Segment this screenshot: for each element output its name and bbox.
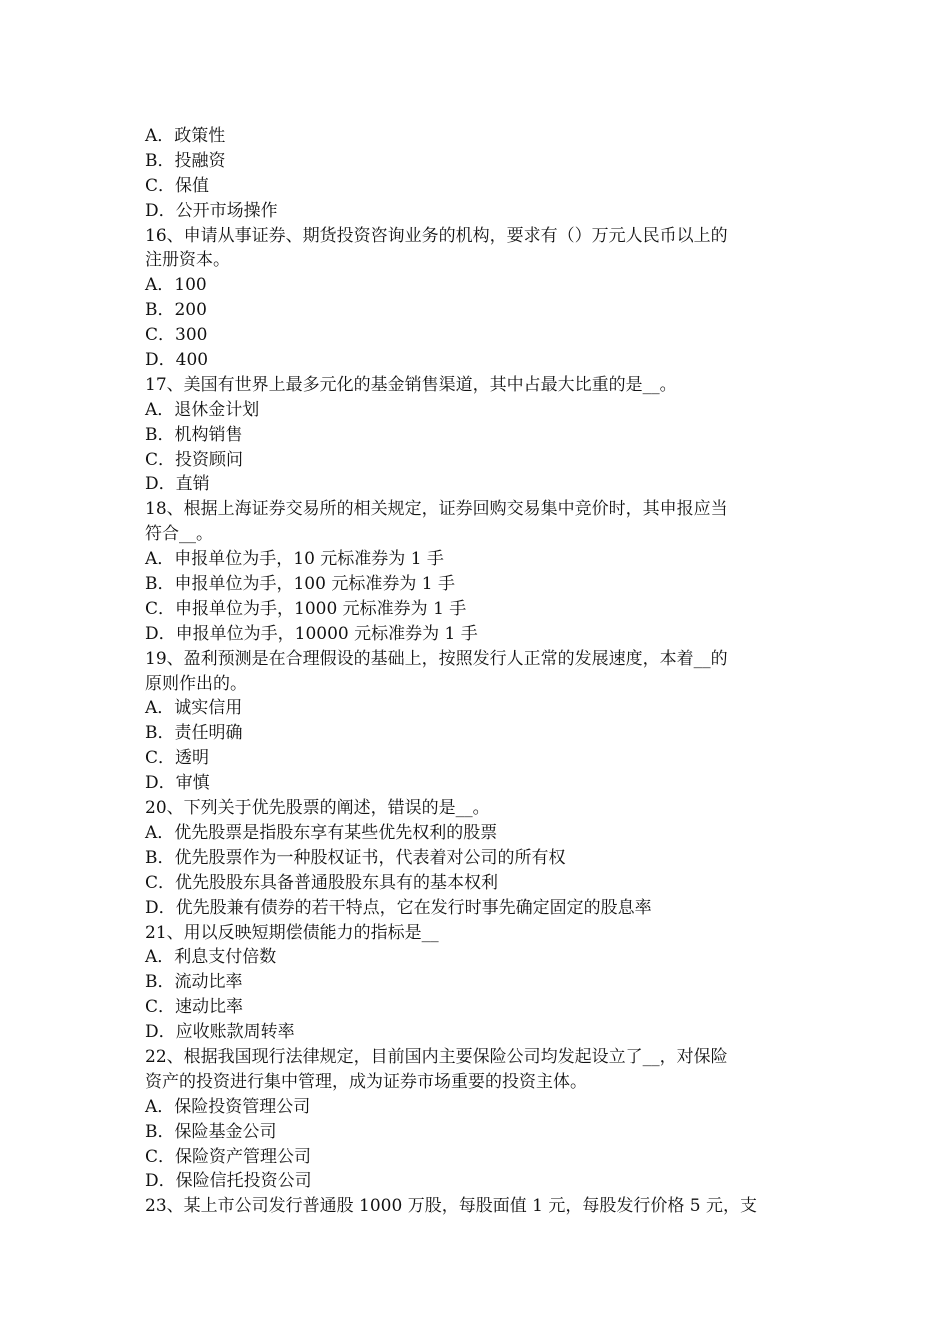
option-line: C．保值 <box>145 175 210 196</box>
question-18-stem-cont: 符合__。 <box>145 524 213 545</box>
option-line: D．优先股兼有债券的若干特点，它在发行时事先确定固定的股息率 <box>145 897 652 918</box>
option-line: D．400 <box>145 350 209 371</box>
option-line: A．退休金计划 <box>145 399 260 420</box>
option-line: C．速动比率 <box>145 997 244 1018</box>
question-18-stem: 18、根据上海证券交易所的相关规定，证券回购交易集中竞价时，其申报应当 <box>145 499 728 520</box>
option-line: C．申报单位为手，1000 元标准券为 1 手 <box>145 598 467 619</box>
option-line: D．直销 <box>145 474 210 495</box>
option-line: A．100 <box>145 275 207 296</box>
option-line: C．透明 <box>145 748 210 769</box>
question-22-stem-cont: 资产的投资进行集中管理，成为证券市场重要的投资主体。 <box>145 1071 587 1092</box>
option-line: A．利息支付倍数 <box>145 947 277 968</box>
option-line: A．保险投资管理公司 <box>145 1096 311 1117</box>
question-19-stem-cont: 原则作出的。 <box>145 673 247 694</box>
option-line: D．保险信托投资公司 <box>145 1171 312 1192</box>
option-line: B．责任明确 <box>145 723 243 744</box>
option-line: B．机构销售 <box>145 424 243 445</box>
question-23-stem: 23、某上市公司发行普通股 1000 万股，每股面值 1 元，每股发行价格 5 元，支 <box>145 1196 757 1217</box>
option-line: A．诚实信用 <box>145 698 243 719</box>
question-19-stem: 19、盈利预测是在合理假设的基础上，按照发行人正常的发展速度，本着__的 <box>145 648 728 669</box>
question-17-stem: 17、美国有世界上最多元化的基金销售渠道，其中占最大比重的是__。 <box>145 374 677 395</box>
question-16-stem: 16、申请从事证券、期货投资咨询业务的机构，要求有（）万元人民币以上的 <box>145 225 728 246</box>
option-line: D．审慎 <box>145 773 210 794</box>
option-line: A．优先股票是指股东享有某些优先权利的股票 <box>145 822 498 843</box>
option-line: A．政策性 <box>145 126 226 146</box>
option-line: B．200 <box>145 300 207 321</box>
question-16-stem-cont: 注册资本。 <box>145 250 230 271</box>
option-line: C．优先股股东具备普通股股东具有的基本权利 <box>145 872 499 893</box>
option-line: D．应收账款周转率 <box>145 1022 295 1043</box>
option-line: B．保险基金公司 <box>145 1121 277 1142</box>
option-line: C．投资顾问 <box>145 449 244 470</box>
option-line: D．申报单位为手，10000 元标准券为 1 手 <box>145 623 478 644</box>
option-line: B．流动比率 <box>145 972 243 993</box>
option-line: D．公开市场操作 <box>145 200 278 221</box>
option-line: A．申报单位为手，10 元标准券为 1 手 <box>145 549 444 570</box>
question-21-stem: 21、用以反映短期偿债能力的指标是__ <box>145 922 439 943</box>
option-line: C．300 <box>145 325 208 346</box>
question-20-stem: 20、下列关于优先股票的阐述，错误的是__。 <box>145 798 490 819</box>
question-list <box>145 124 810 1219</box>
option-line: B．投融资 <box>145 150 226 171</box>
option-line: B．优先股票作为一种股权证书，代表着对公司的所有权 <box>145 847 566 868</box>
option-line: B．申报单位为手，100 元标准券为 1 手 <box>145 574 455 595</box>
question-22-stem: 22、根据我国现行法律规定，目前国内主要保险公司均发起设立了__，对保险 <box>145 1046 728 1067</box>
option-line: C．保险资产管理公司 <box>145 1146 312 1167</box>
